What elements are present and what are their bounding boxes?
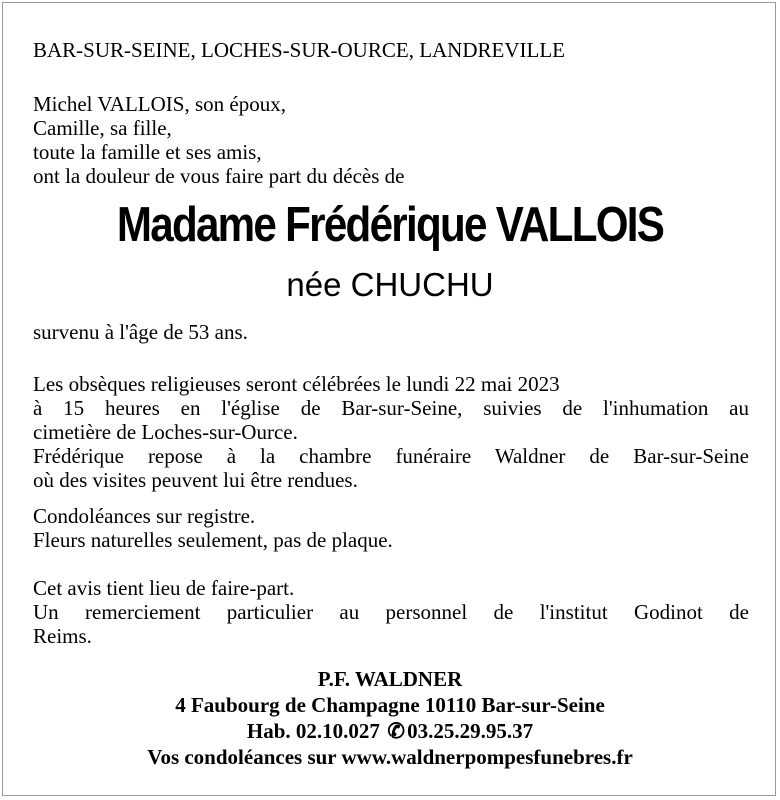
habilitation-number: Hab. 02.10.027: [246, 719, 380, 743]
condolences-line-1: Condoléances sur registre.: [33, 504, 256, 528]
funeral-line-2: à 15 heures en l'église de Bar-sur-Seine, suivies de l'inhumation au: [33, 396, 749, 420]
notes-line-3: Reims.: [33, 624, 92, 648]
funeral-home-name: P.F. WALDNER: [317, 667, 463, 691]
family-line-friends: toute la famille et ses amis,: [33, 140, 262, 164]
maiden-name: née CHUCHU: [286, 266, 494, 303]
notes-line-2: Un remerciement particulier au personnel de l'institut Godinot de: [33, 600, 749, 624]
age-line: survenu à l'âge de 53 ans.: [33, 320, 248, 344]
funeral-line-1: Les obsèques religieuses seront célébrées le lundi 22 mai 2023: [33, 372, 560, 396]
funeral-line-4: Frédérique repose à la chambre funéraire Waldner de Bar-sur-Seine: [33, 444, 749, 468]
family-line-announcement: ont la douleur de vous faire part du décès de: [33, 164, 405, 188]
condolences-website: Vos condoléances sur www.waldnerpompesfunebres.fr: [147, 745, 633, 769]
family-line-spouse: Michel VALLOIS, son époux,: [33, 92, 286, 116]
condolences-line-2: Fleurs naturelles seulement, pas de plaque.: [33, 528, 393, 552]
phone-number: 03.25.29.95.37: [407, 719, 534, 743]
locations-header: BAR-SUR-SEINE, LOCHES-SUR-OURCE, LANDREVILLE: [33, 38, 565, 62]
deceased-name: Madame Frédérique VALLOIS: [116, 198, 664, 252]
funeral-line-5: où des visites peuvent lui être rendues.: [33, 468, 358, 492]
family-line-daughter: Camille, sa fille,: [33, 116, 172, 140]
funeral-line-3: cimetière de Loches-sur-Ource.: [33, 420, 298, 444]
telephone-icon: ✆: [387, 719, 405, 743]
obituary-notice: [2, 2, 776, 796]
funeral-home-address: 4 Faubourg de Champagne 10110 Bar-sur-Seine: [175, 693, 605, 717]
notes-line-1: Cet avis tient lieu de faire-part.: [33, 576, 295, 600]
funeral-home-contact: [3, 719, 777, 743]
